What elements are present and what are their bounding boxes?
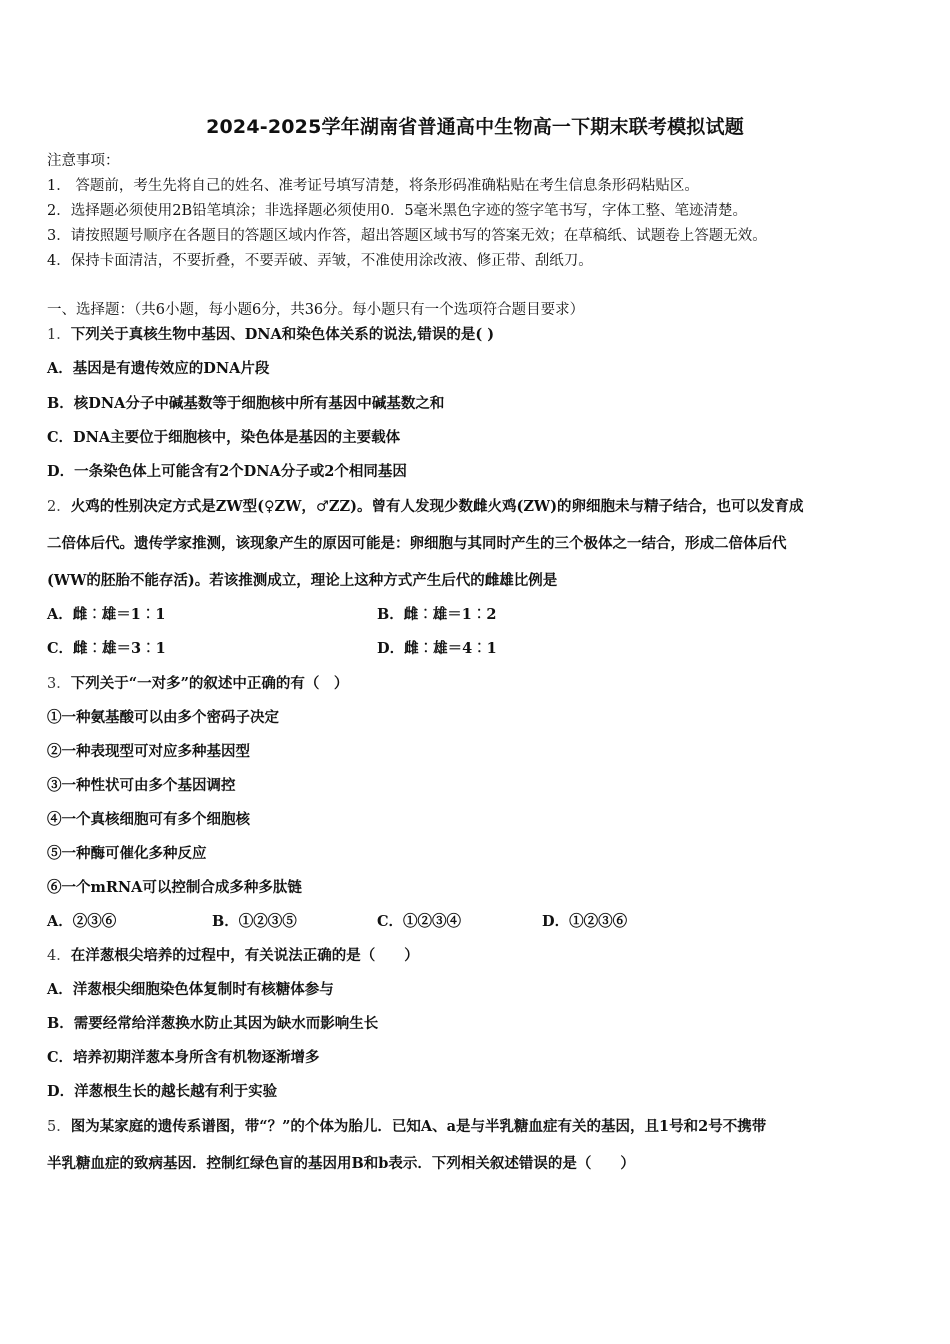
q2-option-a: A．雌︰雄＝1︰1	[47, 606, 166, 623]
q4-option-d: D．洋葱根生长的越长越有利于实验	[47, 1083, 278, 1100]
q1-option-b: B．核DNA分子中碱基数等于细胞核中所有基因中碱基数之和	[47, 395, 445, 412]
question-number: 5．	[47, 1119, 71, 1135]
question-number: 4．	[47, 948, 71, 964]
question-stem-line: (WW的胚胎不能存活)。若该推测成立，理论上这种方式产生后代的雌雄比例是	[47, 572, 558, 589]
question-stem: 下列关于“一对多”的叙述中正确的有（ ）	[70, 675, 349, 692]
question-2	[47, 497, 804, 517]
page-title: 2024-2025学年湖南省普通高中生物高一下期末联考模拟试题	[206, 116, 744, 138]
q2-option-d: D．雌︰雄＝4︰1	[377, 640, 497, 657]
q2-option-c: C．雌︰雄＝3︰1	[47, 640, 166, 657]
question-stem-line: 半乳糖血症的致病基因．控制红绿色盲的基因用B和b表示．下列相关叙述错误的是（ ）	[47, 1155, 635, 1172]
notice-heading: 注意事项：	[47, 153, 120, 169]
notice-item: 2．选择题必须使用2B铅笔填涂；非选择题必须使用0．5毫米黑色字迹的签字笔书写，字体工整、笔迹清楚。	[47, 203, 748, 219]
q4-option-a: A．洋葱根尖细胞染色体复制时有核糖体参与	[47, 981, 334, 998]
question-4	[47, 946, 419, 966]
question-5	[47, 1117, 766, 1137]
question-number: 2．	[47, 499, 71, 515]
q3-option-b: B．①②③⑤	[212, 913, 297, 930]
q3-option-a: A．②③⑥	[47, 913, 117, 930]
question-stem-line: 二倍体后代。遗传学家推测，该现象产生的原因可能是：卵细胞与其同时产生的三个极体之一结合，形成二倍体后代	[47, 535, 787, 552]
q2-option-b: B．雌︰雄＝1︰2	[377, 606, 497, 623]
notice-item: 4．保持卡面清洁，不要折叠，不要弄破、弄皱，不准使用涂改液、修正带、刮纸刀。	[47, 253, 593, 269]
notice-item: 3．请按照题号顺序在各题目的答题区域内作答，超出答题区域书写的答案无效；在草稿纸、试题卷上答题无效。	[47, 228, 767, 244]
q3-statement: ⑤一种酶可催化多种反应	[47, 845, 207, 862]
q3-statement: ⑥一个mRNA可以控制合成多种多肽链	[47, 879, 302, 896]
question-number: 1．	[47, 327, 71, 343]
q4-option-c: C．培养初期洋葱本身所含有机物逐渐增多	[47, 1049, 320, 1066]
question-stem: 下列关于真核生物中基因、DNA和染色体关系的说法,错误的是( )	[70, 326, 495, 343]
question-1	[47, 325, 494, 345]
section-heading: 一、选择题：（共6小题，每小题6分，共36分。每小题只有一个选项符合题目要求）	[47, 302, 585, 318]
question-stem-line: 火鸡的性别决定方式是ZW型(♀ZW，♂ZZ)。曾有人发现少数雌火鸡(ZW)的卵细胞未与精子结合，也可以发育成	[70, 498, 804, 515]
question-3	[47, 674, 348, 694]
question-stem-line: 图为某家庭的遗传系谱图，带“？”的个体为胎儿．已知A、a是与半乳糖血症有关的基因，且1号和2号不携带	[70, 1118, 767, 1135]
q3-option-c: C．①②③④	[377, 913, 462, 930]
question-stem: 在洋葱根尖培养的过程中，有关说法正确的是（ ）	[70, 947, 419, 964]
q4-option-b: B．需要经常给洋葱换水防止其因为缺水而影响生长	[47, 1015, 379, 1032]
notice-item: 1． 答题前，考生先将自己的姓名、准考证号填写清楚，将条形码准确粘贴在考生信息条形码粘贴区。	[47, 178, 699, 194]
q1-option-a: A．基因是有遗传效应的DNA片段	[47, 360, 270, 377]
q3-statement: ①一种氨基酸可以由多个密码子决定	[47, 709, 279, 726]
q3-statement: ④一个真核细胞可有多个细胞核	[47, 811, 250, 828]
q1-option-d: D．一条染色体上可能含有2个DNA分子或2个相同基因	[47, 463, 407, 480]
q3-statement: ②一种表现型可对应多种基因型	[47, 743, 250, 760]
q1-option-c: C．DNA主要位于细胞核中，染色体是基因的主要载体	[47, 429, 401, 446]
q3-statement: ③一种性状可由多个基因调控	[47, 777, 236, 794]
q3-option-d: D．①②③⑥	[542, 913, 628, 930]
question-number: 3．	[47, 676, 71, 692]
